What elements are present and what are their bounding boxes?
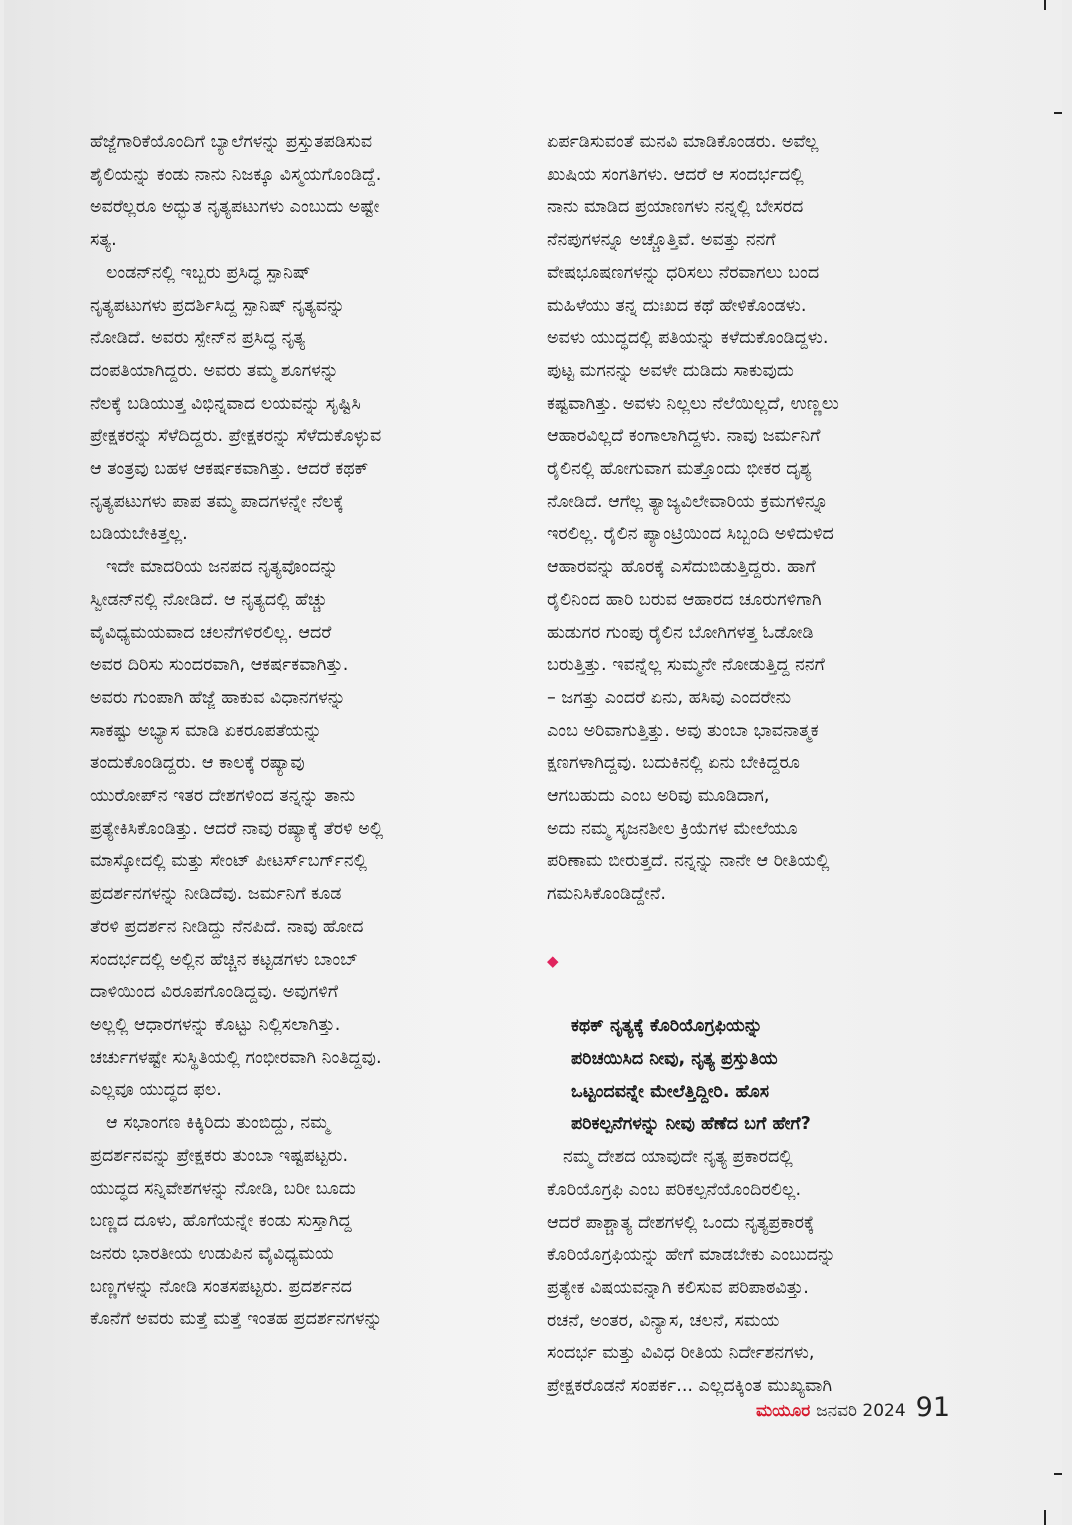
answer-paragraph: ನಮ್ಮ ದೇಶದ ಯಾವುದೇ ನೃತ್ಯ ಪ್ರಕಾರದಲ್ಲಿ ಕೊರಿಯೊಗ್ರಫಿ ಎಂಬ ಪರಿಕಲ್ಪನೆಯೊಂದಿರಲಿಲ್ಲ. ಆದರೆ ಪಾಶ್ಚಾತ್ಯ ದೇಶಗಳಲ್ಲಿ ಒಂದು ನೃತ್ಯಪ್ರಕಾರಕ್ಕೆ ಕೊರಿಯೊಗ್ರಫಿಯನ್ನು ಹೇಗೆ ಮಾಡಬೇಕು ಎಂಬುದನ್ನು ಪ್ರತ್ಯೇಕ ವಿಷಯವನ್ನಾಗಿ ಕಲಿಸುವ ಪರಿಪಾಠವಿತ್ತು. ರಚನೆ, ಅಂತರ, ವಿನ್ಯಾಸ, ಚಲನೆ, ಸಮಯ ಸಂದರ್ಭ ಮತ್ತು ವಿವಿಧ ರೀತಿಯ ನಿರ್ದೇಶನಗಳು, ಪ್ರೇಕ್ಷಕರೊಡನೆ ಸಂಪರ್ಕ... ಎಲ್ಲದಕ್ಕಿಂತ ಮುಖ್ಯವಾಗಿ [547,1147,836,1397]
diamond-icon: ◆ [547,951,559,970]
crop-mark-right-lower [1054,1473,1062,1475]
left-column [90,126,510,1336]
crop-mark-top-right [1044,0,1046,10]
crop-mark-right-upper [1054,112,1062,114]
page-footer [756,1392,950,1423]
crop-mark-bottom-right [1044,1510,1046,1525]
paragraph: ಆ ಸಭಾಂಗಣ ಕಿಕ್ಕಿರಿದು ತುಂಬಿದ್ದು, ನಮ್ಮ ಪ್ರದರ್ಶನವನ್ನು ಪ್ರೇಕ್ಷಕರು ತುಂಬಾ ಇಷ್ಟಪಟ್ಟರು. ಯುದ್ಧದ ಸನ್ನಿವೇಶಗಳನ್ನು ನೋಡಿ, ಬರೀ ಬೂದು ಬಣ್ಣದ ದೂಳು, ಹೊಗೆಯನ್ನೇ ಕಂಡು ಸುಸ್ತಾಗಿದ್ದ ಜನರು ಭಾರತೀಯ ಉಡುಪಿನ ವೈವಿಧ್ಯಮಯ ಬಣ್ಣಗಳನ್ನು ನೋಡಿ ಸಂತಸಪಟ್ಟರು. ಪ್ರದರ್ಶನದ ಕೊನೆಗೆ ಅವರು ಮತ್ತೆ ಮತ್ತೆ ಇಂತಹ ಪ್ರದರ್ಶನಗಳನ್ನು [90,1113,383,1330]
issue-date: ಜನವರಿ 2024 [816,1401,906,1421]
paragraph: ಲಂಡನ್‌ನಲ್ಲಿ ಇಬ್ಬರು ಪ್ರಸಿದ್ಧ ಸ್ಪಾನಿಷ್ ನೃತ್ಯಪಟುಗಳು ಪ್ರದರ್ಶಿಸಿದ್ದ ಸ್ಪಾನಿಷ್ ನೃತ್ಯವನ್ನು ನೋಡಿದೆ. ಅವರು ಸ್ಪೇನ್‌ನ ಪ್ರಸಿದ್ಧ ನೃತ್ಯ ದಂಪತಿಯಾಗಿದ್ದರು. ಅವರು ತಮ್ಮ ಶೂಗಳನ್ನು ನೆಲಕ್ಕೆ ಬಡಿಯುತ್ತ ವಿಭಿನ್ನವಾದ ಲಯವನ್ನು ಸೃಷ್ಟಿಸಿ ಪ್ರೇಕ್ಷಕರನ್ನು ಸೆಳೆದಿದ್ದರು. ಪ್ರೇಕ್ಷಕರನ್ನು ಸೆಳೆದುಕೊಳ್ಳುವ ಆ ತಂತ್ರವು ಬಹಳ ಆಕರ್ಷಕವಾಗಿತ್ತು. ಆದರೆ ಕಥಕ್ ನೃತ್ಯಪಟುಗಳು ಪಾಪ ತಮ್ಮ ಪಾದಗಳನ್ನೇ ನೆಲಕ್ಕೆ ಬಡಿಯಬೇಕಿತ್ತಲ್ಲ. [90,262,382,545]
magazine-page [4,0,1062,1525]
question-text: ಕಥಕ್ ನೃತ್ಯಕ್ಕೆ ಕೊರಿಯೊಗ್ರಫಿಯನ್ನು ಪರಿಚಯಿಸಿದ ನೀವು, ನೃತ್ಯ ಪ್ರಸ್ತುತಿಯ ಒಟ್ಟಂದವನ್ನೇ ಮೇಲೆತ್ತಿದ್ದೀರಿ. ಹೊಸ ಪರಿಕಲ್ಪನೆಗಳನ್ನು ನೀವು ಹೆಣೆದ ಬಗೆ ಹೇಗೆ? [571,1016,811,1135]
paragraph: ಏರ್ಪಡಿಸುವಂತೆ ಮನವಿ ಮಾಡಿಕೊಂಡರು. ಅವೆಲ್ಲ ಖುಷಿಯ ಸಂಗತಿಗಳು. ಆದರೆ ಆ ಸಂದರ್ಭದಲ್ಲಿ ನಾನು ಮಾಡಿದ ಪ್ರಯಾಣಗಳು ನನ್ನಲ್ಲಿ ಬೇಸರದ ನೆನಪುಗಳನ್ನೂ ಅಚ್ಚೊತ್ತಿವೆ. ಅವತ್ತು ನನಗೆ ವೇಷಭೂಷಣಗಳನ್ನು ಧರಿಸಲು ನೆರವಾಗಲು ಬಂದ ಮಹಿಳೆಯು ತನ್ನ ದುಃಖದ ಕಥೆ ಹೇಳಿಕೊಂಡಳು. ಅವಳು ಯುದ್ಧದಲ್ಲಿ ಪತಿಯನ್ನು ಕಳೆದುಕೊಂಡಿದ್ದಳು. ಪುಟ್ಟ ಮಗನನ್ನು ಅವಳೇ ದುಡಿದು ಸಾಕುವುದು ಕಷ್ಟವಾಗಿತ್ತು. ಅವಳು ನಿಲ್ಲಲು ನೆಲೆಯಿಲ್ಲದೆ, ಉಣ್ಣಲು ಆಹಾರವಿಲ್ಲದೆ ಕಂಗಾಲಾಗಿದ್ದಳು. ನಾವು ಜರ್ಮನಿಗೆ ರೈಲಿನಲ್ಲಿ ಹೋಗುವಾಗ ಮತ್ತೊಂದು ಭೀಕರ ದೃಶ್ಯ ನೋಡಿದೆ. ಆಗೆಲ್ಲ ತ್ಯಾಜ್ಯವಿಲೇವಾರಿಯ ಕ್ರಮಗಳಿನ್ನೂ ಇರಲಿಲ್ಲ. ರೈಲಿನ ಪ್ಯಾಂಟ್ರಿಯಿಂದ ಸಿಬ್ಬಂದಿ ಅಳಿದುಳಿದ ಆಹಾರವನ್ನು ಹೊರಕ್ಕೆ ಎಸೆದುಬಿಡುತ್ತಿದ್ದರು. ಹಾಗೆ ರೈಲಿನಿಂದ ಹಾರಿ ಬರುವ ಆಹಾರದ ಚೂರುಗಳಿಗಾಗಿ ಹುಡುಗರ ಗುಂಪು ರೈಲಿನ ಬೋಗಿಗಳತ್ತ ಓಡೋಡಿ ಬರುತ್ತಿತ್ತು. ಇವನ್ನೆಲ್ಲ ಸುಮ್ಮನೇ ನೋಡುತ್ತಿದ್ದ ನನಗೆ – ಜಗತ್ತು ಎಂದರೆ ಏನು, ಹಸಿವು ಎಂದರೇನು ಎಂಬ ಅರಿವಾಗುತ್ತಿತ್ತು. ಅವು ತುಂಬಾ ಭಾವನಾತ್ಮಕ ಕ್ಷಣಗಳಾಗಿದ್ದವು. ಬದುಕಿನಲ್ಲಿ ಏನು ಬೇಕಿದ್ದರೂ ಆಗಬಹುದು ಎಂಬ ಅರಿವು ಮೂಡಿದಾಗ, ಅದು ನಮ್ಮ ಸೃಜನಶೀಲ ಕ್ರಿಯೆಗಳ ಮೇಲೆಯೂ ಪರಿಣಾಮ ಬೀರುತ್ತದೆ. ನನ್ನನ್ನು ನಾನೇ ಆ ರೀತಿಯಲ್ಲಿ ಗಮನಿಸಿಕೊಂಡಿದ್ದೇನೆ. [547,132,839,905]
page-number: 91 [915,1392,950,1423]
magazine-logo: ಮಯೂರ [755,1401,811,1421]
interview-question [547,945,967,1141]
paragraph: ಇದೇ ಮಾದರಿಯ ಜನಪದ ನೃತ್ಯವೊಂದನ್ನು ಸ್ವೀಡನ್‌ನಲ್ಲಿ ನೋಡಿದೆ. ಆ ನೃತ್ಯದಲ್ಲಿ ಹೆಚ್ಚು ವೈವಿಧ್ಯಮಯವಾದ ಚಲನೆಗಳಿರಲಿಲ್ಲ. ಆದರೆ ಅವರ ದಿರಿಸು ಸುಂದರವಾಗಿ, ಆಕರ್ಷಕವಾಗಿತ್ತು. ಅವರು ಗುಂಪಾಗಿ ಹೆಜ್ಜೆ ಹಾಕುವ ವಿಧಾನಗಳನ್ನು ಸಾಕಷ್ಟು ಅಭ್ಯಾಸ ಮಾಡಿ ಏಕರೂಪತೆಯನ್ನು ತಂದುಕೊಂಡಿದ್ದರು. ಆ ಕಾಲಕ್ಕೆ ರಷ್ಯಾವು ಯುರೋಪ್‌ನ ಇತರ ದೇಶಗಳಿಂದ ತನ್ನನ್ನು ತಾನು ಪ್ರತ್ಯೇಕಿಸಿಕೊಂಡಿತ್ತು. ಆದರೆ ನಾವು ರಷ್ಯಾಕ್ಕೆ ತೆರಳಿ ಅಲ್ಲಿ ಮಾಸ್ಕೋದಲ್ಲಿ ಮತ್ತು ಸೇಂಟ್ ಪೀಟರ್ಸ್‌ಬರ್ಗ್‌ನಲ್ಲಿ ಪ್ರದರ್ಶನಗಳನ್ನು ನೀಡಿದೆವು. ಜರ್ಮನಿಗೆ ಕೂಡ ತೆರಳಿ ಪ್ರದರ್ಶನ ನೀಡಿದ್ದು ನೆನಪಿದೆ. ನಾವು ಹೋದ ಸಂದರ್ಭದಲ್ಲಿ ಅಲ್ಲಿನ ಹೆಚ್ಚಿನ ಕಟ್ಟಡಗಳು ಬಾಂಬ್ ದಾಳಿಯಿಂದ ವಿರೂಪಗೊಂಡಿದ್ದವು. ಅವುಗಳಿಗೆ ಅಲ್ಲಲ್ಲಿ ಆಧಾರಗಳನ್ನು ಕೊಟ್ಟು ನಿಲ್ಲಿಸಲಾಗಿತ್ತು. ಚರ್ಚುಗಳಷ್ಟೇ ಸುಸ್ಥಿತಿಯಲ್ಲಿ ಗಂಭೀರವಾಗಿ ನಿಂತಿದ್ದವು. ಎಲ್ಲವೂ ಯುದ್ಧದ ಫಲ. [90,557,384,1101]
paragraph: ಹೆಜ್ಜೆಗಾರಿಕೆಯೊಂದಿಗೆ ಬ್ಯಾಲೆಗಳನ್ನು ಪ್ರಸ್ತುತಪಡಿಸುವ ಶೈಲಿಯನ್ನು ಕಂಡು ನಾನು ನಿಜಕ್ಕೂ ವಿಸ್ಮಯಗೊಂಡಿದ್ದೆ. ಅವರೆಲ್ಲರೂ ಅದ್ಭುತ ನೃತ್ಯಪಟುಗಳು ಎಂಬುದು ಅಷ್ಟೇ ಸತ್ಯ. [90,132,382,251]
right-column [547,126,967,1403]
